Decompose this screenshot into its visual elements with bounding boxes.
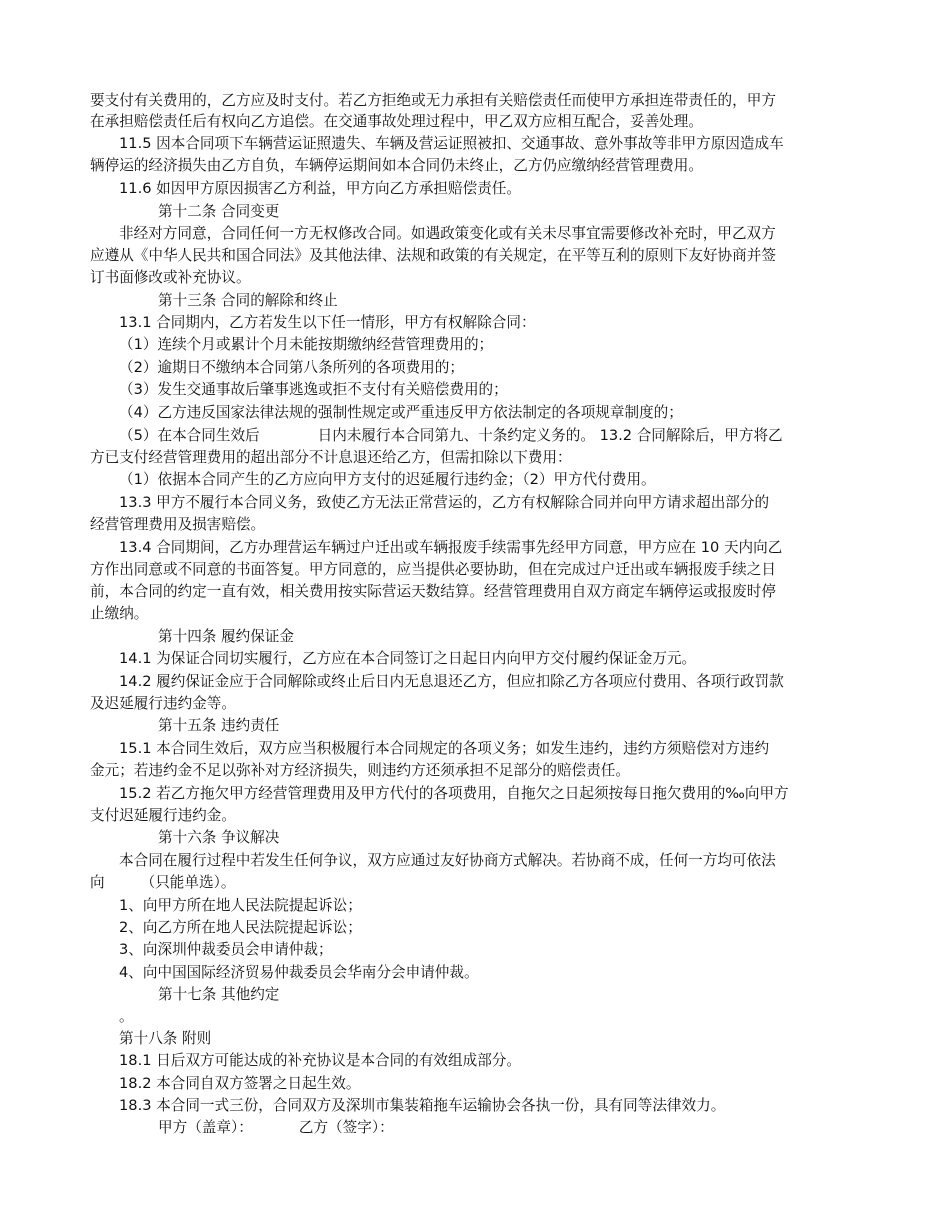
clause-13-3: 13.3 甲方不履行本合同义务，致使乙方无法正常营运的，乙方有权解除合同并向甲方请求超出部分的 <box>119 494 770 511</box>
text-line: 前，本合同的约定一直有效，相关费用按实际营运天数结算。经营管理费用自双方商定车辆停运或报废时停 <box>90 583 776 600</box>
list-item: （5）在本合同生效后 日内未履行本合同第九、十条约定义务的。 13.2 合同解除后，甲方将乙 <box>119 427 783 444</box>
article-14-heading: 第十四条 履约保证金 <box>158 628 294 645</box>
clause-18-2: 18.2 本合同自双方签署之日起生效。 <box>119 1075 361 1092</box>
text-line: 向 （只能单选）。 <box>90 874 236 891</box>
clause-18-1: 18.1 日后双方可能达成的补充协议是本合同的有效组成部分。 <box>119 1052 521 1069</box>
list-item: （1）依据本合同产生的乙方应向甲方支付的迟延履行违约金；（2）甲方代付费用。 <box>119 471 656 488</box>
clause-14-2: 14.2 履约保证金应于合同解除或终止后日内无息退还乙方，但应扣除乙方各项应付费用、各项行政罚款 <box>119 673 784 690</box>
article-15-heading: 第十五条 违约责任 <box>158 717 280 734</box>
list-item: 2、向乙方所在地人民法院提起诉讼； <box>119 919 362 936</box>
text-line: 本合同在履行过程中若发生任何争议，双方应通过友好协商方式解决。若协商不成，任何一方均可依法 <box>119 852 776 869</box>
text-line: 金元；若违约金不足以弥补对方经济损失，则违约方还须承担不足部分的赔偿责任。 <box>90 762 630 779</box>
clause-14-1: 14.1 为保证合同切实履行，乙方应在本合同签订之日起日内向甲方交付履约保证金万元。 <box>119 650 697 667</box>
list-item: （1）连续个月或累计个月未能按期缴纳经营管理费用的； <box>119 336 494 353</box>
list-item: 1、向甲方所在地人民法院提起诉讼； <box>119 897 362 914</box>
text-line: 止缴纳。 <box>90 605 149 622</box>
party-a-signature-label: 甲方（盖章）： <box>158 1119 253 1136</box>
article-17-heading: 第十七条 其他约定 <box>158 986 280 1003</box>
article-18-heading: 第十八条 附则 <box>119 1030 212 1047</box>
signature-line <box>158 1117 870 1138</box>
clause-13-1: 13.1 合同期内，乙方若发生以下任一情形，甲方有权解除合同： <box>119 314 536 331</box>
text-line: 方已支付经营管理费用的超出部分不计息退还给乙方，但需扣除以下费用： <box>90 449 572 466</box>
text-line: 要支付有关费用的，乙方应及时支付。若乙方拒绝或无力承担有关赔偿责任而使甲方承担连带责任的，甲方 <box>90 92 776 109</box>
list-item: （3）发生交通事故后肇事逃逸或拒不支付有关赔偿费用的； <box>119 381 508 398</box>
clause-15-1: 15.1 本合同生效后，双方应当积极履行本合同规定的各项义务；如发生违约，违约方须赔偿对方违约 <box>119 740 770 757</box>
party-b-signature-label: 乙方（签字）： <box>298 1119 394 1136</box>
article-13-heading: 第十三条 合同的解除和终止 <box>158 292 338 309</box>
list-item: 3、向深圳仲裁委员会申请仲裁； <box>119 941 333 958</box>
text-line: 支付迟延履行违约金。 <box>90 807 236 824</box>
text-line: 非经对方同意，合同任何一方无权修改合同。如遇政策变化或有关未尽事宜需要修改补充时，甲乙双方 <box>119 225 776 242</box>
text-line: 应遵从《中华人民共和国合同法》及其他法律、法规和政策的有关规定，在平等互利的原则下友好协商并签 <box>90 247 776 264</box>
clause-18-3: 18.3 本合同一式三份，合同双方及深圳市集装箱拖车运输协会各执一份，具有同等法律效力。 <box>119 1097 726 1114</box>
text-line: 方作出同意或不同意的书面答复。甲方同意的，应当提供必要协助，但在完成过户迁出或车辆报废手续之日 <box>90 561 776 578</box>
text-line: 。 <box>119 1008 134 1025</box>
list-item: （2）逾期日不缴纳本合同第八条所列的各项费用的； <box>119 359 464 376</box>
text-line: 辆停运的经济损失由乙方自负，车辆停运期间如本合同仍未终止，乙方仍应缴纳经营管理费用。 <box>90 157 703 174</box>
article-16-heading: 第十六条 争议解决 <box>158 829 280 846</box>
clause-13-4: 13.4 合同期间，乙方办理营运车辆过户迁出或车辆报废手续需事先经甲方同意，甲方应在 10 天内向乙 <box>119 539 783 556</box>
text-line: 订书面修改或补充协议。 <box>90 269 251 286</box>
clause-11-5: 11.5 因本合同项下车辆营运证照遗失、车辆及营运证照被扣、交通事故、意外事故等非甲方原因造成车 <box>119 135 784 152</box>
article-12-heading: 第十二条 合同变更 <box>158 203 280 220</box>
list-item: 4、向中国国际经济贸易仲裁委员会华南分会申请仲裁。 <box>119 964 479 981</box>
text-line: 及迟延履行违约金等。 <box>90 695 236 712</box>
clause-15-2: 15.2 若乙方拖欠甲方经营管理费用及甲方代付的各项费用，自拖欠之日起须按每日拖欠费用的‰向甲方 <box>119 785 789 802</box>
text-line: 在承担赔偿责任后有权向乙方追偿。在交通事故处理过程中，甲乙双方应相互配合，妥善处理。 <box>90 113 703 130</box>
clause-11-6: 11.6 如因甲方原因损害乙方利益，甲方向乙方承担赔偿责任。 <box>119 180 521 197</box>
text-line: 经营管理费用及损害赔偿。 <box>90 516 266 533</box>
list-item: （4）乙方违反国家法律法规的强制性规定或严重违反甲方依法制定的各项规章制度的； <box>119 404 683 421</box>
